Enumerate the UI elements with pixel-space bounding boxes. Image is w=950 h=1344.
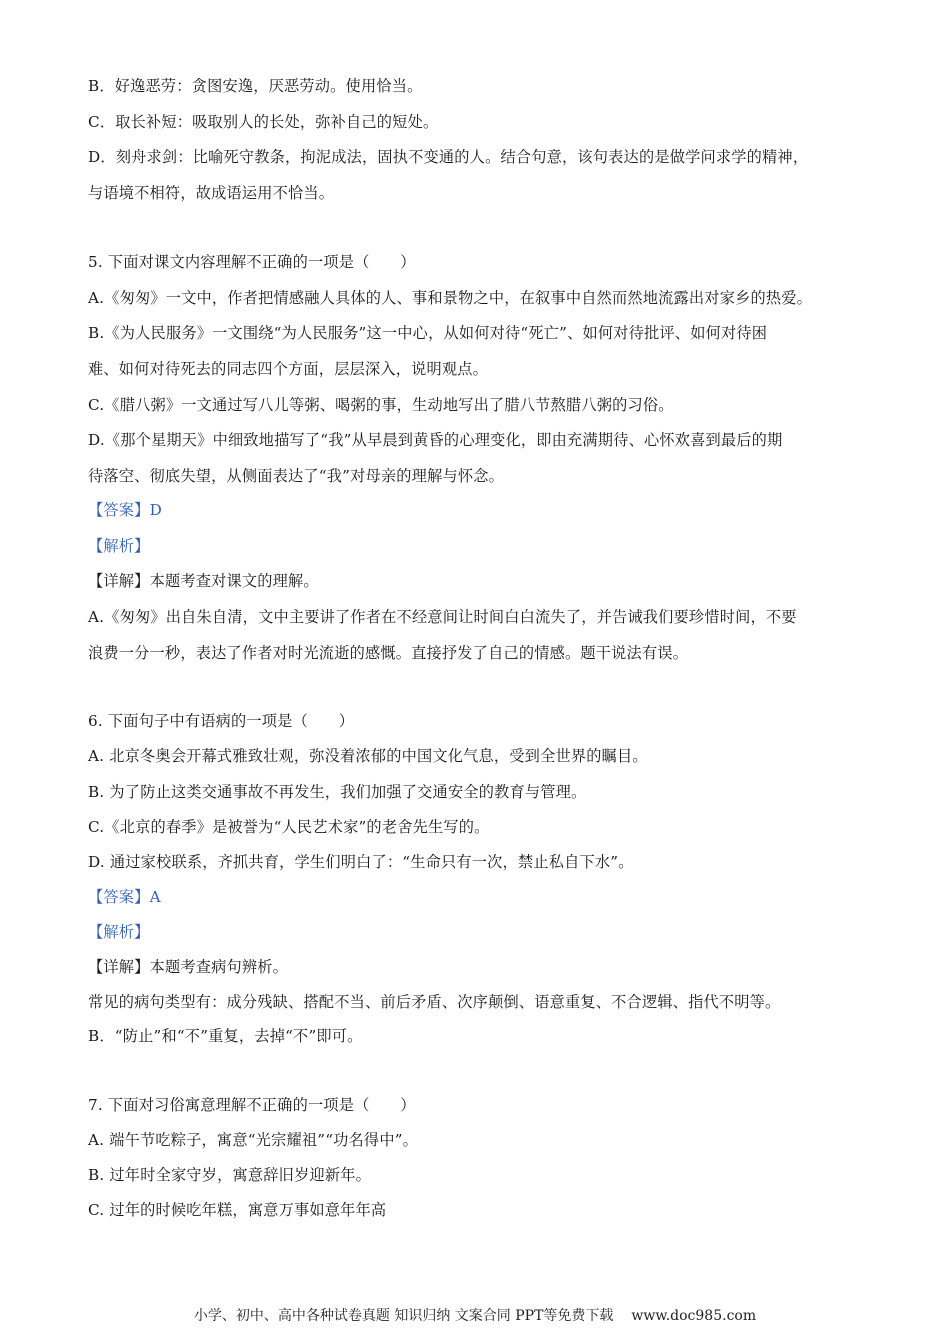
- q5-option-c: C.《腊八粥》一文通过写八儿等粥、喝粥的事，生动地写出了腊八节熬腊八粥的习俗。: [88, 396, 674, 414]
- footer-text: 小学、初中、高中各种试卷真题 知识归纳 文案合同 PPT等免费下载: [193, 1308, 614, 1324]
- answer-tag: 【答案】: [88, 888, 150, 906]
- q5-explanation-line1: A.《匆匆》出自朱自清，文中主要讲了作者在不经意间让时间白白流失了，并告诫我们要珍惜时间，不要: [88, 608, 797, 626]
- q5-option-d-line2: 待落空、彻底失望，从侧面表达了“我”对母亲的理解与怀念。: [88, 467, 505, 485]
- prev-option-d-line2: 与语境不相符，故成语运用不恰当。: [88, 184, 335, 202]
- prev-option-b: B．好逸恶劳：贪图安逸，厌恶劳动。使用恰当。: [88, 77, 423, 95]
- q6-option-d: D. 通过家校联系，齐抓共育，学生们明白了：“生命只有一次，禁止私自下水”。: [88, 853, 634, 871]
- detail-text: 本题考查病句辨析。: [149, 958, 289, 976]
- q6-explanation-line1: 常见的病句类型有：成分残缺、搭配不当、前后矛盾、次序颠倒、语意重复、不合逻辑、指代不明等。: [88, 993, 781, 1011]
- answer-tag: 【答案】: [88, 501, 150, 519]
- q5-option-d-line1: D.《那个星期天》中细致地描写了“我”从早晨到黄昏的心理变化，即由充满期待、心怀欢喜到最后的期: [88, 431, 783, 449]
- q5-detail: [88, 570, 878, 592]
- q7-option-b: B. 过年时全家守岁，寓意辞旧岁迎新年。: [88, 1166, 372, 1184]
- q5-option-b-line2: 难、如何对待死去的同志四个方面，层层深入，说明观点。: [88, 360, 489, 378]
- detail-tag: 【详解】: [88, 958, 150, 976]
- q7-option-a: A. 端午节吃粽子，寓意“光宗耀祖”“功名得中”。: [88, 1131, 419, 1149]
- prev-option-d-line1: D．刻舟求剑：比喻死守教条，拘泥成法，固执不变通的人。结合句意，该句表达的是做学问求学的精神，: [88, 148, 809, 166]
- q5-option-a: A.《匆匆》一文中，作者把情感融人具体的人、事和景物之中，在叙事中自然而然地流露出对家乡的热爱。: [88, 289, 813, 307]
- footer-url-link[interactable]: www.doc985.com: [631, 1308, 757, 1324]
- answer-value: A: [149, 888, 161, 906]
- q5-stem: 5. 下面对课文内容理解不正确的一项是（ ）: [88, 253, 416, 271]
- q6-answer: [88, 886, 878, 908]
- detail-tag: 【详解】: [88, 572, 150, 590]
- q6-option-a: A. 北京冬奥会开幕式雅致壮观，弥没着浓郁的中国文化气息，受到全世界的瞩目。: [88, 747, 648, 765]
- q6-explanation-line2: B．“防止”和“不”重复，去掉“不”即可。: [88, 1027, 363, 1045]
- q6-stem: 6. 下面句子中有语病的一项是（ ）: [88, 712, 355, 730]
- page-footer: [0, 1306, 950, 1326]
- q6-detail: [88, 956, 878, 978]
- q5-analysis-tag: 【解析】: [88, 537, 150, 555]
- prev-option-c: C．取长补短：吸取别人的长处，弥补自己的短处。: [88, 113, 439, 131]
- q6-option-c: C.《北京的春季》是被誉为“人民艺术家”的老舍先生写的。: [88, 818, 490, 836]
- q7-option-c: C. 过年的时候吃年糕，寓意万事如意年年高: [88, 1201, 387, 1219]
- answer-value: D: [149, 501, 162, 519]
- q5-answer: [88, 499, 878, 521]
- q7-stem: 7. 下面对习俗寓意理解不正确的一项是（ ）: [88, 1096, 416, 1114]
- q5-option-b-line1: B.《为人民服务》一文围绕“为人民服务”这一中心，从如何对待“死亡”、如何对待批评、如何对待困: [88, 324, 768, 342]
- q5-explanation-line2: 浪费一分一秒，表达了作者对时光流逝的感慨。直接抒发了自己的情感。题干说法有误。: [88, 644, 689, 662]
- q6-option-b: B. 为了防止这类交通事故不再发生，我们加强了交通安全的教育与管理。: [88, 783, 587, 801]
- q6-analysis-tag: 【解析】: [88, 923, 150, 941]
- detail-text: 本题考查对课文的理解。: [149, 572, 319, 590]
